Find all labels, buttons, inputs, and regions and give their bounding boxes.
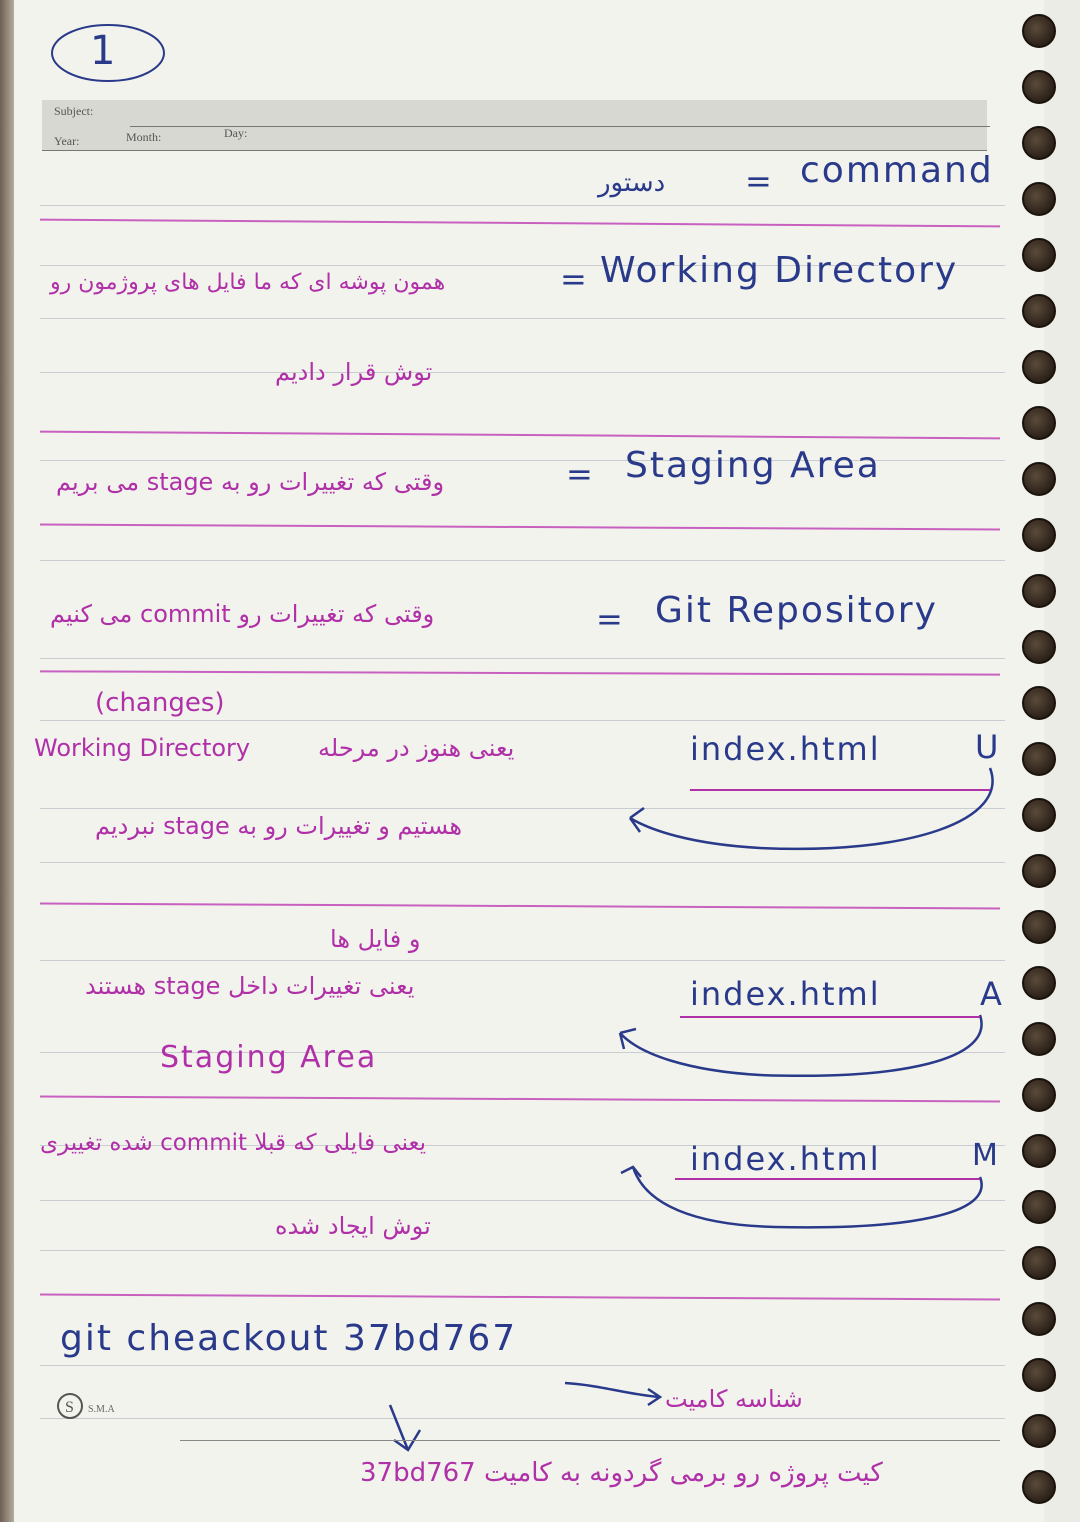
subject-label: Subject: <box>54 104 94 118</box>
rule-line <box>40 1250 1005 1251</box>
rule-line <box>40 960 1005 961</box>
month-label: Month: <box>126 130 162 144</box>
binding-hole <box>1022 966 1056 1000</box>
u-explanation-cont: هستیم و تغییرات رو به stage نبردیم <box>95 812 462 840</box>
git-command: git cheackout 37bd767 <box>60 1318 518 1359</box>
binding-hole <box>1022 70 1056 104</box>
u-file-name: index.html <box>690 730 881 768</box>
commit-id-label: شناسه کامیت <box>665 1385 803 1413</box>
binding-hole <box>1022 854 1056 888</box>
equals-sign: = <box>566 455 593 493</box>
m-status-flag: M <box>972 1138 998 1173</box>
binding-hole <box>1022 1470 1056 1504</box>
changes-label: (changes) <box>95 688 225 718</box>
rule-line <box>40 1418 1005 1419</box>
binding-hole <box>1022 798 1056 832</box>
svg-text:S: S <box>65 1399 74 1416</box>
binding-hole <box>1022 910 1056 944</box>
header-band <box>42 100 987 150</box>
page-number: 1 <box>90 28 116 74</box>
command-translation: دستور <box>598 168 666 198</box>
rule-line <box>40 560 1005 561</box>
binding-hole <box>1022 518 1056 552</box>
a-arrow-icon <box>600 1005 1000 1085</box>
rule-line <box>40 205 1005 206</box>
checkout-result: کیت پروژه رو برمی گردونه به کامیت 37bd767 <box>360 1458 883 1488</box>
binding-hole <box>1022 462 1056 496</box>
binding-hole <box>1022 1302 1056 1336</box>
binding-hole <box>1022 126 1056 160</box>
rule-line <box>40 1365 1005 1366</box>
binding-hole <box>1022 1358 1056 1392</box>
git-repository-definition: وقتی که تغییرات رو commit می کنیم <box>50 600 435 628</box>
u-status-flag: U <box>975 728 999 766</box>
equals-sign: = <box>560 260 587 298</box>
binding-hole <box>1022 350 1056 384</box>
binding-hole <box>1022 182 1056 216</box>
brand-text: S.M.A <box>88 1404 115 1415</box>
working-directory-definition: همون پوشه ای که ما فایل های پروژمون رو <box>50 270 446 295</box>
binding-hole <box>1022 686 1056 720</box>
staging-area-definition: وقتی که تغییرات رو به stage می بریم <box>56 468 445 496</box>
binding-hole <box>1022 574 1056 608</box>
git-repository-term: Git Repository <box>655 590 938 631</box>
staging-area-term: Staging Area <box>625 445 881 486</box>
binding-hole <box>1022 1022 1056 1056</box>
binding-hole <box>1022 1078 1056 1112</box>
binding-hole <box>1022 1414 1056 1448</box>
rule-line <box>40 720 1005 721</box>
m-file-name: index.html <box>690 1140 881 1178</box>
spiral-binding <box>1020 0 1080 1522</box>
u-working-directory: Working Directory <box>34 734 251 762</box>
down-arrow-icon <box>380 1400 440 1460</box>
a-staging-area: Staging Area <box>160 1040 378 1075</box>
a-file-name: index.html <box>690 975 881 1013</box>
a-status-flag: A <box>980 975 1002 1013</box>
binding-hole <box>1022 406 1056 440</box>
binding-hole <box>1022 1190 1056 1224</box>
binding-hole <box>1022 14 1056 48</box>
equals-sign: = <box>596 600 623 638</box>
u-explanation: یعنی هنوز در مرحله <box>318 734 515 762</box>
page-number-badge <box>48 18 168 88</box>
binding-hole <box>1022 1134 1056 1168</box>
m-explanation: یعنی فایلی که قبلا commit شده تغییری <box>40 1130 427 1156</box>
rule-line <box>40 862 1005 863</box>
u-arrow-icon <box>610 760 1010 860</box>
binding-hole <box>1022 630 1056 664</box>
binding-hole <box>1022 294 1056 328</box>
rule-line <box>40 658 1005 659</box>
working-directory-definition-cont: توش قرار دادیم <box>275 358 433 386</box>
binding-hole <box>1022 742 1056 776</box>
working-directory-term: Working Directory <box>600 250 959 291</box>
binding-hole <box>1022 1246 1056 1280</box>
a-explanation: یعنی تغییرات داخل stage هستند <box>85 972 415 1000</box>
rule-line <box>40 372 1005 373</box>
header-rule <box>130 126 990 127</box>
day-label: Day: <box>224 126 248 140</box>
commit-id-arrow-icon <box>560 1375 670 1415</box>
brand-logo-icon <box>56 1392 84 1420</box>
m-arrow-icon <box>615 1155 1005 1235</box>
m-explanation-cont: توش ایجاد شده <box>275 1212 431 1240</box>
binding-hole <box>1022 238 1056 272</box>
equals-sign: = <box>745 162 772 200</box>
footer-rule <box>180 1440 1000 1441</box>
a-note-top: و فایل ها <box>330 925 421 953</box>
rule-line <box>40 318 1005 319</box>
command-term: command <box>800 150 994 191</box>
year-label: Year: <box>54 134 80 148</box>
